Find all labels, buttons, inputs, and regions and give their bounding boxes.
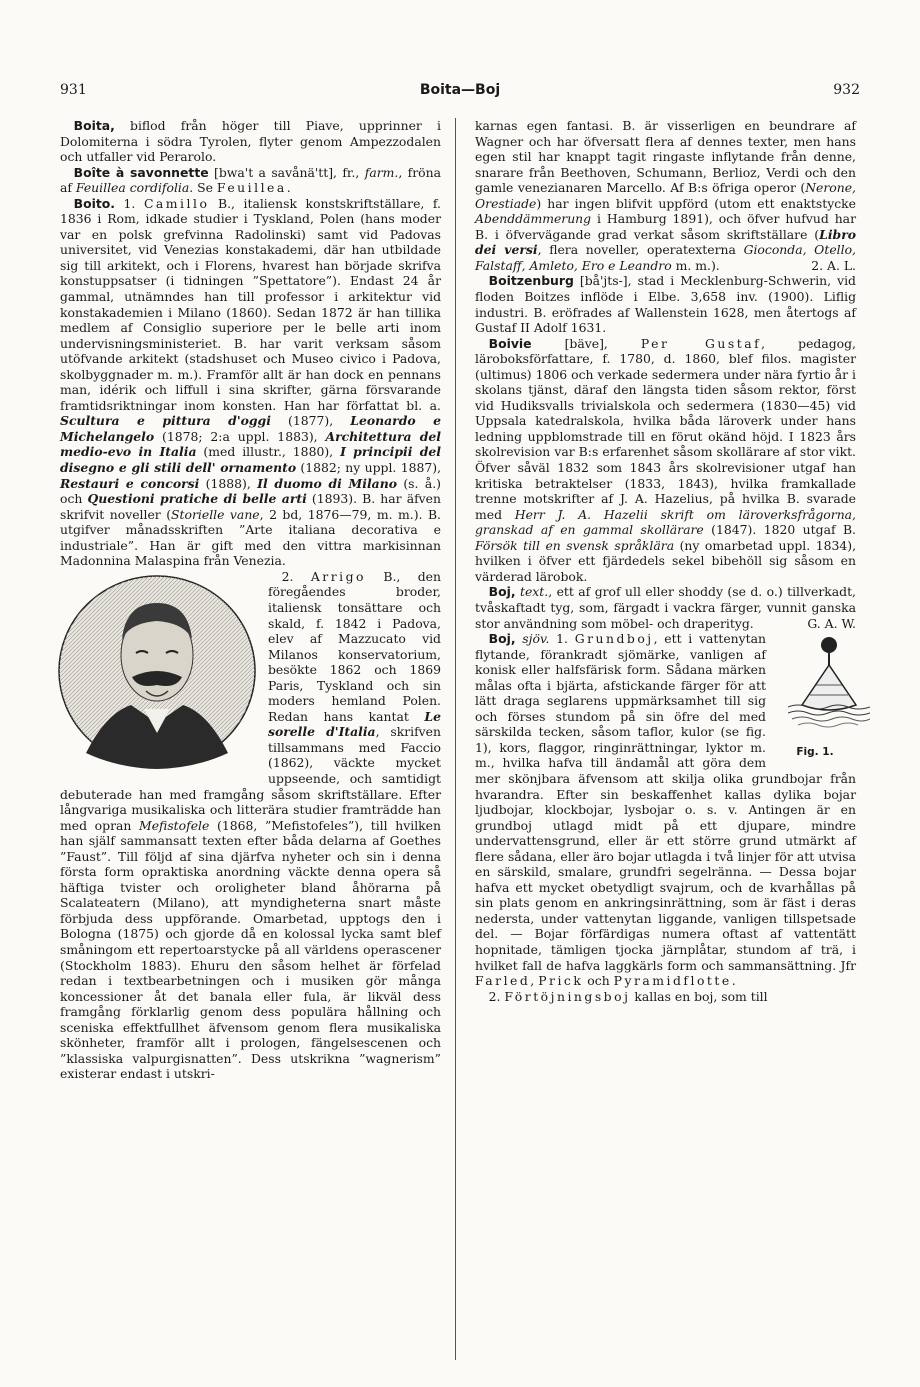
headword: Boito. <box>73 195 115 211</box>
entry-boj-nautical: Boj, sjöv. 1. Grundboj Fig. 1. , ett i vattenytan flytande, förankradt sjömärke, vanligen af konisk eller halfsfärisk form. Sådana märken målas ofta i bjärta, afstickande färger för att lätt draga seglarens uppmärksamhet till sig och förses stundom på sin öfre del med särskilda tecken, såsom taflor, kulor (se fig. 1), kors, flaggor, ringinrättningar, lyktor m. m., hvilka hafva till ändamål att göra dem mer skönjbara äfvensom att skilja olika grundbojar från hvarandra. Efter sin beskaffenhet kallas dylika bojar ljudbojar, klockbojar, lysbojar o. s. v. Antingen är en grundboj utlagd midt på ett djupare, mindre undervattensgrund, eller är ett större grund utmärkt af flere sådana, eller äro bojar utlagda i två linjer för att utvisa en särskild, smalare, grundfri segelränna. — Dessa bojar hafva ett mycket obetydligt svajrum, och de kvarhållas på sin plats genom en ankringsinrättning, som är fäst i deras nedersta, under vattenytan liggande, vanligen tillspetsade del. — Bojar förfärdigas numera oftast af vattentätt hopnitade, tämligen tjocka järnplåtar, stundom af trä, i hvilket fall de hafva laggkärls form och sammansättning. Jfr Farled, Prick och Pyramidflotte. <box>475 631 856 989</box>
figure-caption: Fig. 1. <box>796 745 834 758</box>
cross-reference: Feuillea. <box>216 180 294 196</box>
headword: Boitzenburg <box>488 273 574 289</box>
entry-boite-a-savonnette: Boîte à savonnette [bwa't a savånä'tt], fr., farm., fröna af Feuillea cordifolia. Se Feuillea. <box>60 164 441 196</box>
headword: Boj, <box>488 584 516 600</box>
entry-fortojningsboj: 2. Förtöjningsboj kallas en boj, som till <box>488 988 768 1004</box>
running-title: Boita—Boj <box>419 82 501 98</box>
headword: Boita, <box>73 118 115 133</box>
entry-boito-continued: karnas egen fantasi. B. är visserligen en beundrare af Wagner och har öfversatt flera af dennes texter, men hans egen stil har knappt tagit ringaste inflytande från denne, snarare från Beethoven, Schumann, Berlioz, Verdi och den gamle venezianaren Marcello. Af B:s öfriga operor (Nerone, Orestiade) har ingen blifvit uppförd (utom ett enaktstycke Abenddämmerung i Hamburg 1891), och öfver hufvud har B. i öfvervägande grad verkat såsom skriftställare (Libro dei versi, flera noveller, operatexterna Gioconda, Otello, Falstaff, Amleto, Ero e Leandro m. m.). 2. A. L. <box>475 118 856 273</box>
entry-boitzenburg: Boitzenburg [bå'jts-], stad i Mecklenburg-Schwerin, vid floden Boitzes inflöde i Elbe. 3,658 inv. (1900). Liflig industri. B. eröfrades af Wallenstein 1628, men återtogs af Gustaf II Adolf 1631. <box>475 273 856 336</box>
left-page-number: 931 <box>60 82 87 98</box>
editor-signature: 2. A. L. <box>811 257 856 273</box>
right-column <box>475 118 856 1004</box>
portrait-illustration <box>56 573 258 769</box>
buoy-figure <box>774 635 856 758</box>
column-divider <box>455 118 456 1360</box>
entry-boito-arrigo: 2. Arrigo B., den föregåendes broder, italiensk tonsättare och skald, f. 1842 i Padova, elev af Mazzucato vid Milanos konservatorium, besökte 1862 och 1869 Paris, Tyskland och sin moders hemland Polen. Redan hans kantat Le sorelle d'Italia, skrifven tillsammans med Faccio (1862), väckte mycket uppseende, och samtidigt debuterade han med framgång såsom skriftställare. Efter långvariga musikaliska och litterära studier framträdde han med opran Mefistofele (1868, ”Mefistofeles”), till hvilken han själf sammansatt texten efter båda delarna af Goethes ”Faust”. Till följd af sina djärfva nyheter och sin i denna första form opraktiska anordning väckte denna opera så häftiga tvister och oroligheter bland åhörarna på Scalateatern (Milano), att myndigheterna snart måste förbjuda dess uppförande. Omarbetad, upptogs den i Bologna (1875) och gjorde då en kolossal lycka samt blef småningom ett repertoarstycke på all världens operascener (Stockholm 1883). Ehuru den såsom helhet är förfelad redan i textbearbetningen och i musiken gör många koncessioner åt det banala eller fula, är likväl dess framgång förklarlig genom dess populära hållning och sceniska effektfullhet äfvensom genom flera musikaliska skönheter, framför allt i prologen, fängelsescenen och ”klassiska valpurgisnatten”. Dess utskrikna ”wagnerism” existerar endast i utskri- <box>60 569 441 1082</box>
entry-boivie: Boivie [bäve], Per Gustaf, pedagog, läroboksförfattare, f. 1780, d. 1860, blef filos. magister (ultimus) 1806 och verkade sedermera under nära fyrtio år i skolans tjänst, däraf den längsta tiden såsom rektor, först vid Hudiksvalls trivialskola och sedermera (1830—45) vid Uppsala katedralskola, hvilka båda läroverk under hans ledning uppblomstrade till en förut okänd höjd. I 1823 års skolrevision var B:s erfarenhet såsom skollärare af stor vikt. Öfver såväl 1832 som 1843 års skolrevisioner utgaf han kritiska betraktelser (1833, 1843), hvilka framkallade trenne motskrifter af J. A. Hazelius, på hvilka B. svarade med Herr J. A. Hazelii skrift om läroverksfrågorna, granskad af en gammal skollärare (1847). 1820 utgaf B. Försök till en svensk språklära (ny omarbetad uppl. 1834), hvilken i öfver ett fjärdedels sekel bibehöll sig såsom en värderad lärobok. <box>475 335 857 584</box>
entry-boj-textile: Boj, text., ett af grof ull eller shoddy (se d. o.) tillverkadt, tvåskaftadt tyg, som, färgadt i vackra färger, vunnit ganska stor användning som möbel- och draperityg. G. A. W. <box>475 584 856 631</box>
editor-signature: G. A. W. <box>807 615 856 631</box>
headword: Boivie <box>488 335 532 351</box>
entry-boito-camillo: Boito. 1. Camillo B., italiensk konstskriftställare, f. 1836 i Rom, idkade studier i Tyskland, Polen (hans moder var en polsk grefvinna Radolinski) samt vid Padovas universitet, vid Venezias konstakademi, där han utbildade sig till arkitekt, och i Florens, hvarest han började skrifva konstuppsatser (i tidningen ”Spettatore”). Endast 24 år gammal, utnämndes han till professor i arkitektur vid konstakademien i Milano (1860). Sedan 1872 är han tillika medlem af Consiglio superiore per le belle arti inom undervisningsministeriet. B. har varit verksam såsom utöfvande arkitekt (stadshuset och Museo civico i Padova, skolbyggnader m. m.). Framför allt är han dock en pennans man, idérik och liffull i sina skrifter, gärna försvarande framtidsriktningar inom konsten. Han har författat bl. a. Scultura e pittura d'oggi (1877), Leonardo e Michelangelo (1878; 2:a uppl. 1883), Architettura del medio-evo in Italia (med illustr., 1880), I principii del disegno e gli stili dell' ornamento (1882; ny uppl. 1887), Restauri e concorsi (1888), Il duomo di Milano (s. å.) och Questioni pratiche di belle arti (1893). B. har äfven skrifvit noveller (Storielle vane, 2 bd, 1876—79, m. m.). B. utgifver månadsskriften ”Arte italiana decorativa e industriale”. Han är gift med den vittra markisinnan Madonnina Malaspina från Venezia. <box>60 195 442 569</box>
headword: Boîte à savonnette <box>73 164 209 180</box>
right-page-number: 932 <box>833 82 860 98</box>
left-column <box>60 118 441 1082</box>
entry-boita: Boita, biflod från höger till Piave, upprinner i Dolomiterna i södra Tyrolen, flyter genom Ampezzodalen och utfaller vid Perarolo. <box>60 118 441 165</box>
headword: Boj, <box>488 631 516 647</box>
buoy-icon <box>788 635 870 739</box>
